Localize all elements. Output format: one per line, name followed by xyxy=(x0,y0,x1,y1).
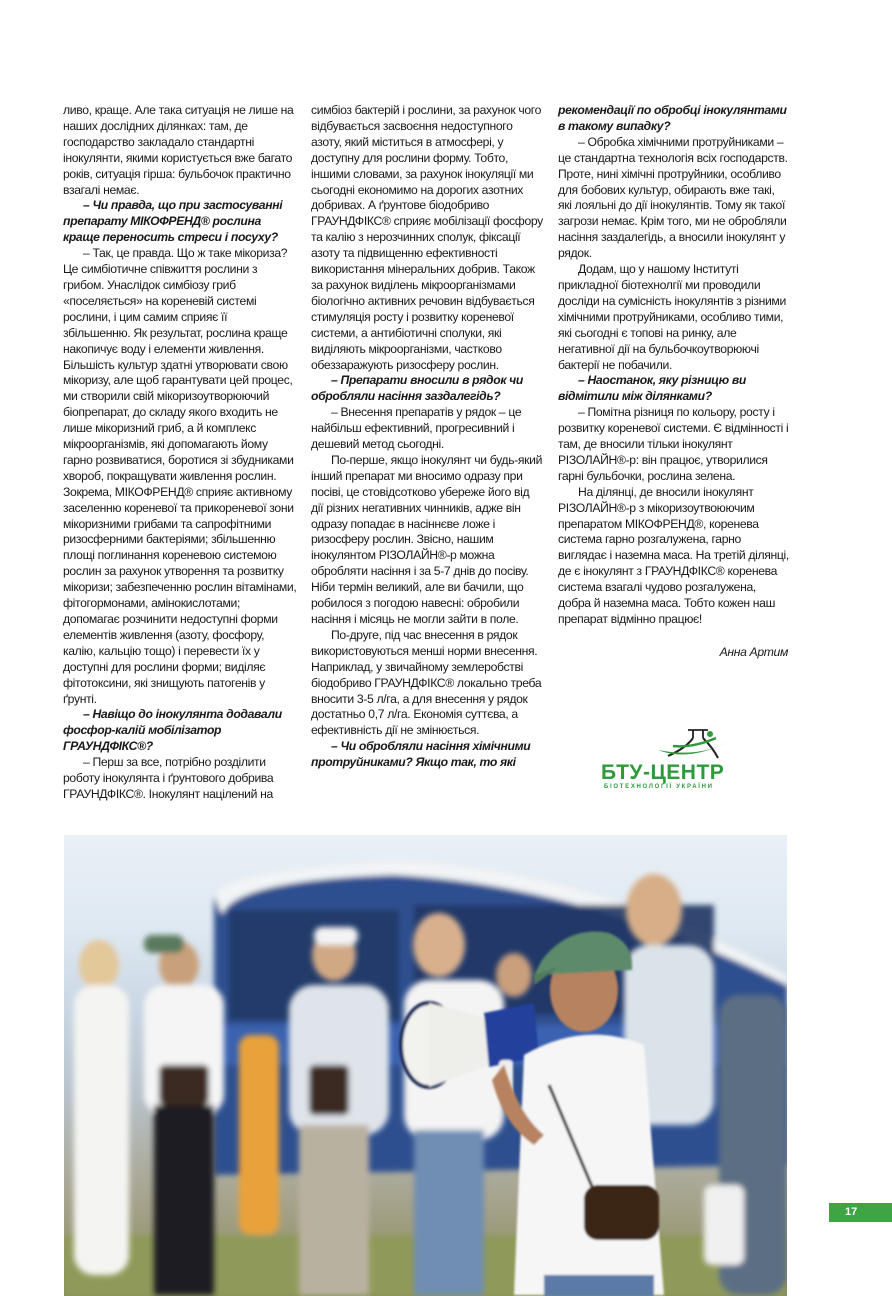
interview-question: – Наостанок, яку різницю ви відмітили між ділянками? xyxy=(558,373,747,404)
paragraph: По-перше, якщо інокулянт чи будь-який інший препарат ми вносимо одразу при посіві, це стовідсотково убереже його від дії різних негативних чинників, адже він одразу попадає в насіннєве ложе і ризосферу рослин. Звісно, нашим інокулянтом РІЗОЛАЙН®-р можна обробляти насіння і за 5-7 днів до посіву. Ніби термін великий, але ви бачили, що робилося з погодою навесні: обробили насіння і місяць не могли зайти в поле. xyxy=(311,452,543,626)
paragraph: – Помітна різниця по кольору, росту і розвитку кореневої системи. Є відмінності і там, де вносили тільки інокулянт РІЗОЛАЙН®-р: він працює, утворилися гарні бульбочки, рослина зелена. xyxy=(558,405,789,483)
logo-subtitle: БІОТЕХНОЛОГІЇ УКРАЇНИ xyxy=(604,784,714,790)
article-column-1 xyxy=(63,103,297,803)
paragraph: Додам, що у нашому Інституті прикладної біотехнолгії ми проводили досліди на сумісність інокулянтів з різними хімічними протруйниками, особливо тими, які сьогодні є топові на ринку, але негативної дії на бульбочкоутворюючі бактерії не побачили. xyxy=(558,262,786,372)
paragraph: симбіоз бактерій і рослини, за рахунок чого відбувається засвоєння недоступного азоту, який міститься в атмосфері, у доступну для рослини форму. Тобто, іншими словами, за рахунок інокуляції ми сьогодні економимо на дорогих азотних добривах. А ґрунтове біодобриво ГРАУНДФІКС® сприяє мобілізації фосфору та калію з нерозчинних сполук, фіксації азоту та підвищенню ефективності використання мінеральних добрив. Також за рахунок виділень мікроорганізмами біологічно активних речовин відбувається стимуляція росту і розвитку кореневої системи, а антибіотичні сполуки, які виділяють мікроорганізми, частково обеззаражують ризосферу рослин. xyxy=(311,103,543,372)
interview-question: – Навіщо до інокулянта додавали фосфор-калій мобілізатор ГРАУНДФІКС®? xyxy=(63,707,282,754)
interview-question: – Чи правда, що при застосуванні препарату МІКОФРЕНД® рослина краще переносить стреси і посуху? xyxy=(63,198,283,245)
interview-question: – Препарати вносили в рядок чи обробляли насіння заздалегідь? xyxy=(311,373,524,404)
paragraph: На ділянці, де вносили інокулянт РІЗОЛАЙН®-р з мікоризоутвоюючим препаратом МІКОФРЕНД®, коренева система гарно розгалужена, гарно виглядає і наземна маса. На третій ділянці, де є інокулянт з ГРАУНДФІКС® коренева система взагалі чудово розгалужена, добра й наземна маса. Тобто кожен наш препарат відмінно працює! xyxy=(558,484,789,626)
paragraph: – Перш за все, потрібно розділити роботу інокулянта і ґрунтового добрива ГРАУНДФІКС®. Інокулянт націлений на xyxy=(63,755,274,801)
interview-question: рекомендації по обробці інокулянтами в такому випадку? xyxy=(558,103,787,133)
paragraph: ливо, краще. Але така ситуація не лише на наших дослідних ділянках: там, де господарство закладало стандартні інокулянти, якими користується вже багато років, ситуація гірша: бульбочок практично взагалі немає. xyxy=(63,103,294,197)
paragraph: – Внесення препаратів у рядок – це найбільш ефективний, прогресивний і дешевий метод сьогодні. xyxy=(311,405,522,452)
photo-illustration xyxy=(64,835,787,1296)
page-number: 17 xyxy=(829,1203,892,1222)
paragraph: – Так, це правда. Що ж таке мікориза? Це симбіотичне співжиття рослини з грибом. Унаслідок симбіозу гриб «поселяється» на кореневій системі рослини, і цим самим сприяє її збільшенню. Як результат, рослина краще накопичує воду і елементи живлення. Більшість культур здатні утворювати свою мікоризу, але щоб гарантувати цей процес, ми створили свій мікоризоутворюючий біопрепарат, до складу якого входить не лише мікоризний гриб, а й комплекс мікроорганізмів, які допомагають йому гарно розвиватися, боротися зі збудниками хвороб, покращувати живлення рослин. Зокрема, МІКОФРЕНД® сприяє активному заселенню кореневої та прикореневої зони мікоризними грибами та сапрофітними ризосферними бактеріями; збільшенню площі поглинання кореневою системою рослин за рахунок утворення та розвитку мікоризи; забезпеченню рослин вітамінами, фітогормонами, амінокислотами; допомагає розчинити недоступні форми елементів живлення (азоту, фосфору, калію, кальцію тощо) і перевести їх у доступні для рослини форми; виділяє фітотоксини, які знищують патогенів у ґрунті. xyxy=(63,246,297,706)
photo-megaphone-crowd xyxy=(64,835,787,1296)
article-column-2 xyxy=(311,103,543,771)
interview-question: – Чи обробляли насіння хімічними протруйниками? Якщо так, то які xyxy=(311,739,531,770)
paragraph: По-друге, під час внесення в рядок використовуються менші норми внесення. Наприклад, у звичайному землеробстві біодобриво ГРАУНДФІКС® локально треба вносити 3-5 л/га, а для внесення у рядок достатньо 0,7 л/га. Економія суттєва, а ефективність дії не змінюється. xyxy=(311,627,542,738)
btu-center-logo xyxy=(598,728,748,794)
logo-wordmark: БТУ-ЦЕНТР xyxy=(601,761,725,784)
paragraph: – Обробка хімічними протруйниками – це стандартна технологія всіх господарств. Проте, нині хімічні протруйники, особливо для бобових культур, обирають вже такі, які лояльні до дії інокулянтів. Тому як такої загрози немає. Крім того, ми не обробляли насіння заздалегідь, а вносили інокулянт у рядок. xyxy=(558,134,788,261)
author-signature: Анна Артим xyxy=(719,644,788,659)
article-column-3 xyxy=(558,103,790,661)
flask-leaf-icon xyxy=(598,728,748,764)
